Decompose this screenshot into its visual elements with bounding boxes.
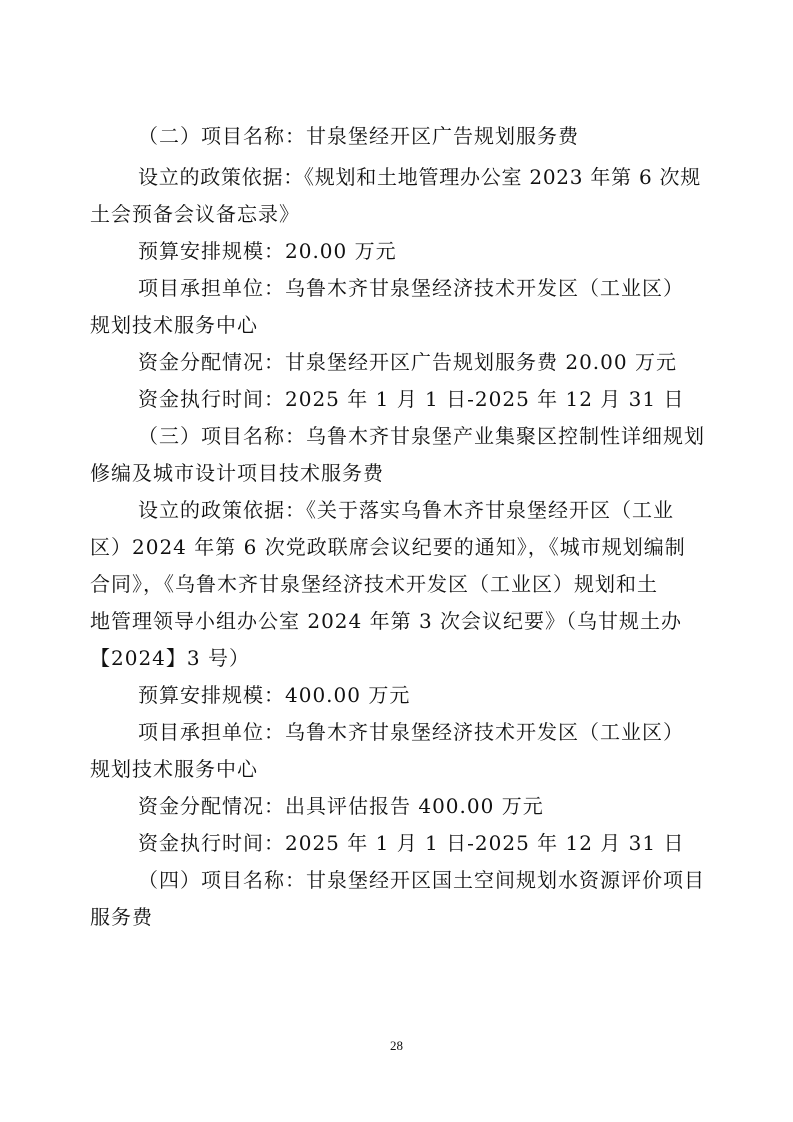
execution-period-line: 资金执行时间：2025 年 1 月 1 日-2025 年 12 月 31 日 <box>138 387 685 411</box>
policy-basis-line: 设立的政策依据：《规划和土地管理办公室 2023 年第 6 次规 <box>138 165 702 189</box>
policy-basis-continued: 土会预备会议备忘录》 <box>90 202 300 226</box>
section-2-title: （二）项目名称：甘泉堡经开区广告规划服务费 <box>138 124 579 148</box>
section-3-title-continued: 修编及城市设计项目技术服务费 <box>90 461 384 485</box>
section-4-title-continued: 服务费 <box>90 905 153 929</box>
policy-basis-continued: 合同》，《乌鲁木齐甘泉堡经济技术开发区（工业区）规划和土 <box>90 572 658 596</box>
fund-allocation-line: 资金分配情况：甘泉堡经开区广告规划服务费 20.00 万元 <box>138 350 677 374</box>
budget-scale-line: 预算安排规模：20.00 万元 <box>138 239 397 263</box>
responsible-unit-line: 项目承担单位：乌鲁木齐甘泉堡经济技术开发区（工业区） <box>138 720 684 744</box>
section-4-title: （四）项目名称：甘泉堡经开区国土空间规划水资源评价项目 <box>138 868 705 892</box>
execution-period-line: 资金执行时间：2025 年 1 月 1 日-2025 年 12 月 31 日 <box>138 831 685 855</box>
page-number: 28 <box>390 1038 403 1053</box>
policy-basis-continued: 地管理领导小组办公室 2024 年第 3 次会议纪要》（乌甘规土办 <box>90 609 683 633</box>
policy-basis-line: 设立的政策依据：《关于落实乌鲁木齐甘泉堡经开区（工业 <box>138 498 674 522</box>
responsible-unit-line: 项目承担单位：乌鲁木齐甘泉堡经济技术开发区（工业区） <box>138 276 684 300</box>
responsible-unit-continued: 规划技术服务中心 <box>90 757 258 781</box>
responsible-unit-continued: 规划技术服务中心 <box>90 313 258 337</box>
policy-basis-continued: 区）2024 年第 6 次党政联席会议纪要的通知》，《城市规划编制 <box>90 535 686 559</box>
section-3-title: （三）项目名称：乌鲁木齐甘泉堡产业集聚区控制性详细规划 <box>138 424 705 448</box>
fund-allocation-line: 资金分配情况：出具评估报告 400.00 万元 <box>138 794 544 818</box>
policy-basis-continued: 【2024】3 号） <box>90 646 250 670</box>
budget-scale-line: 预算安排规模：400.00 万元 <box>138 683 411 707</box>
